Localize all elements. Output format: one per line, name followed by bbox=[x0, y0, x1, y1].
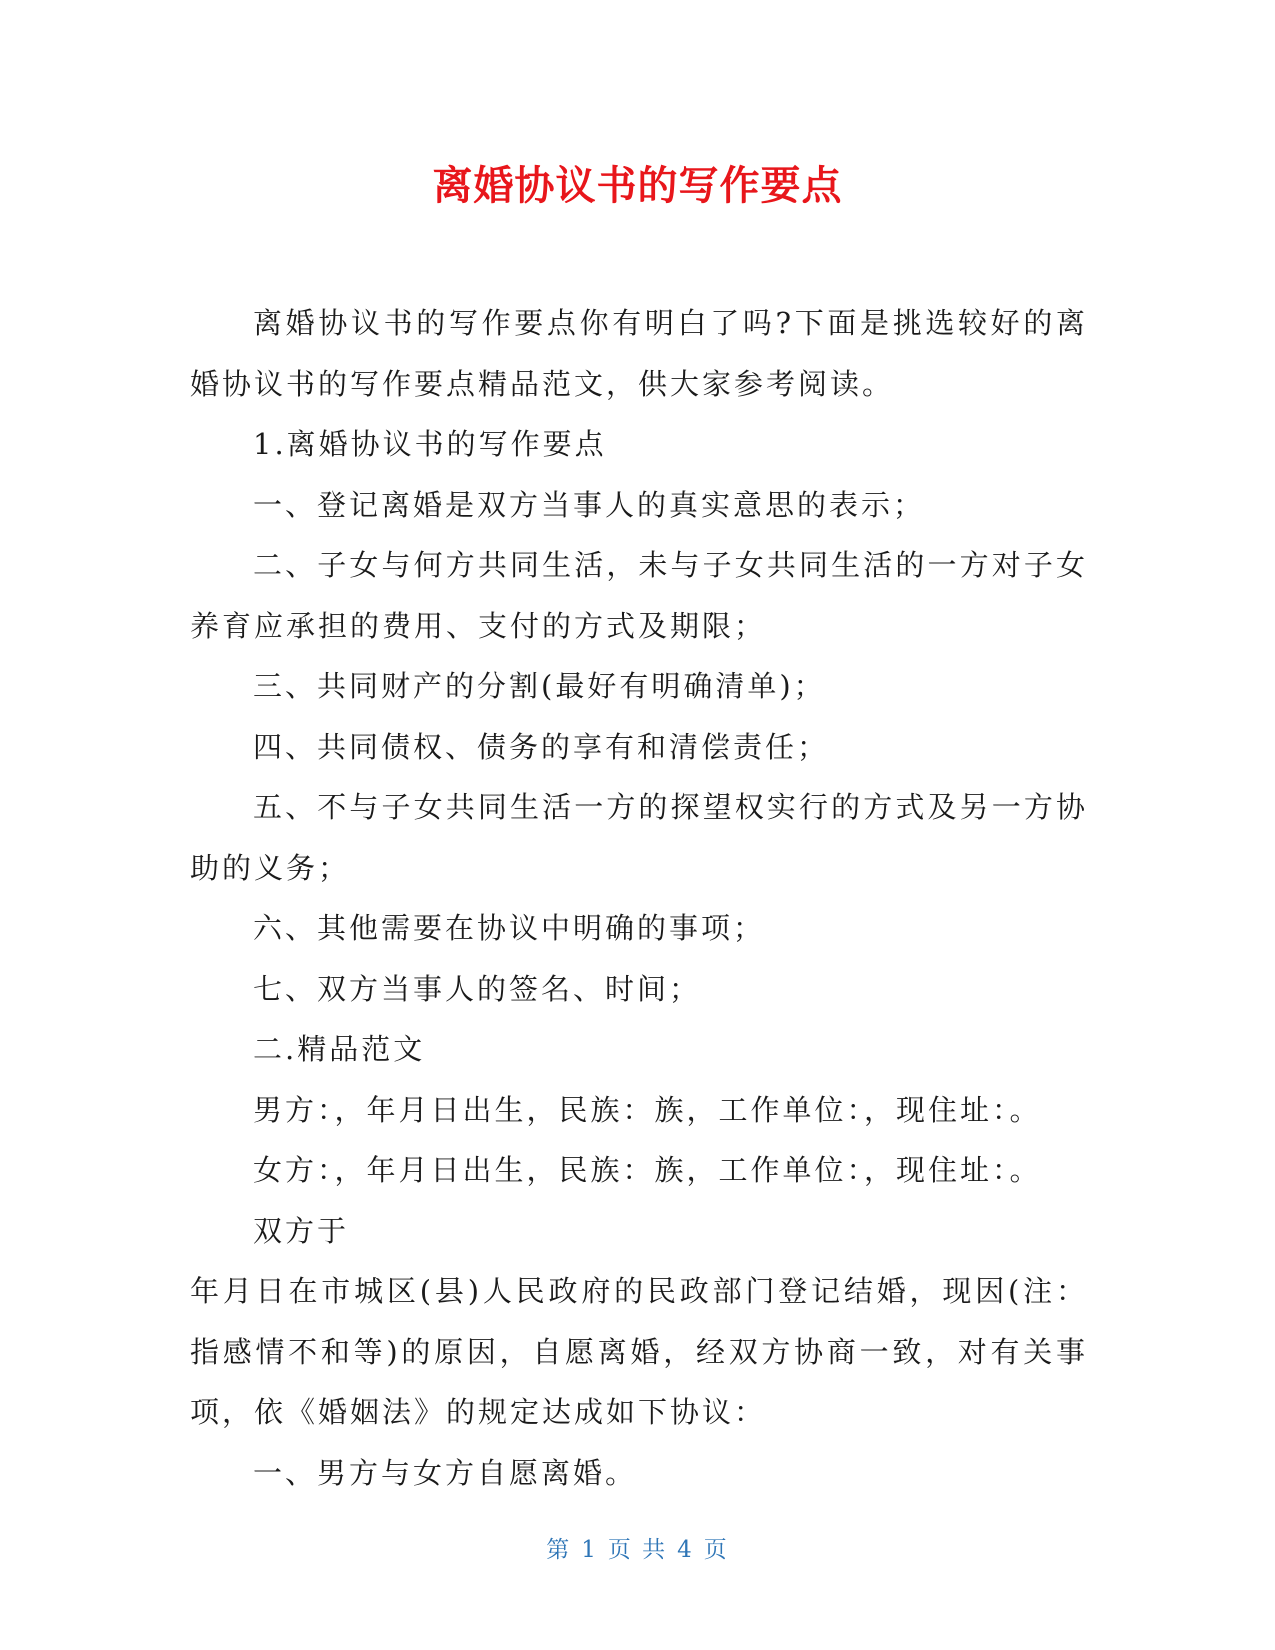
list-item-3: 三、共同财产的分割(最好有明确清单)； bbox=[253, 669, 826, 703]
footer-current-page: 1 bbox=[581, 1537, 598, 1563]
section-heading-sample: 二.精品范文 bbox=[253, 1032, 426, 1066]
page-number-footer bbox=[0, 1534, 1275, 1566]
footer-middle: 页 共 bbox=[607, 1537, 668, 1563]
list-item-7: 七、双方当事人的签名、时间； bbox=[253, 971, 702, 1006]
paragraph-female-party: 女方：，年月日出生，民族：族，工作单位：，现住址：。 bbox=[253, 1153, 1042, 1187]
paragraph-agreement-basis: 年月日在市城区(县)人民政府的民政部门登记结婚，现因(注：指感情不和等)的原因，自愿离婚，经双方协商一致，对有关事项，依《婚姻法》的规定达成如下协议： bbox=[190, 1274, 1088, 1429]
paragraph-both-parties: 双方于 bbox=[253, 1213, 350, 1248]
section-heading-writing-points: 1.离婚协议书的写作要点 bbox=[253, 427, 607, 461]
list-item-4: 四、共同债权、债务的享有和清偿责任； bbox=[253, 729, 830, 764]
list-item-1: 一、登记离婚是双方当事人的真实意思的表示； bbox=[253, 487, 926, 522]
list-item-6: 六、其他需要在协议中明确的事项； bbox=[253, 911, 766, 945]
footer-prefix: 第 bbox=[546, 1537, 572, 1563]
list-item-2: 二、子女与何方共同生活，未与子女共同生活的一方对子女养育应承担的费用、支付的方式及期限； bbox=[190, 548, 1088, 643]
document-body bbox=[190, 293, 1088, 1503]
agreement-item-1: 一、男方与女方自愿离婚。 bbox=[253, 1455, 638, 1490]
paragraph-intro: 离婚协议书的写作要点你有明白了吗?下面是挑选较好的离婚协议书的写作要点精品范文，供大家参考阅读。 bbox=[190, 306, 1088, 401]
list-item-5: 五、不与子女共同生活一方的探望权实行的方式及另一方协助的义务； bbox=[190, 790, 1088, 885]
footer-suffix: 页 bbox=[703, 1537, 729, 1563]
footer-total-pages: 4 bbox=[677, 1537, 694, 1563]
paragraph-male-party: 男方：，年月日出生，民族：族，工作单位：，现住址：。 bbox=[253, 1092, 1042, 1127]
document-title: 离婚协议书的写作要点 bbox=[432, 163, 843, 209]
